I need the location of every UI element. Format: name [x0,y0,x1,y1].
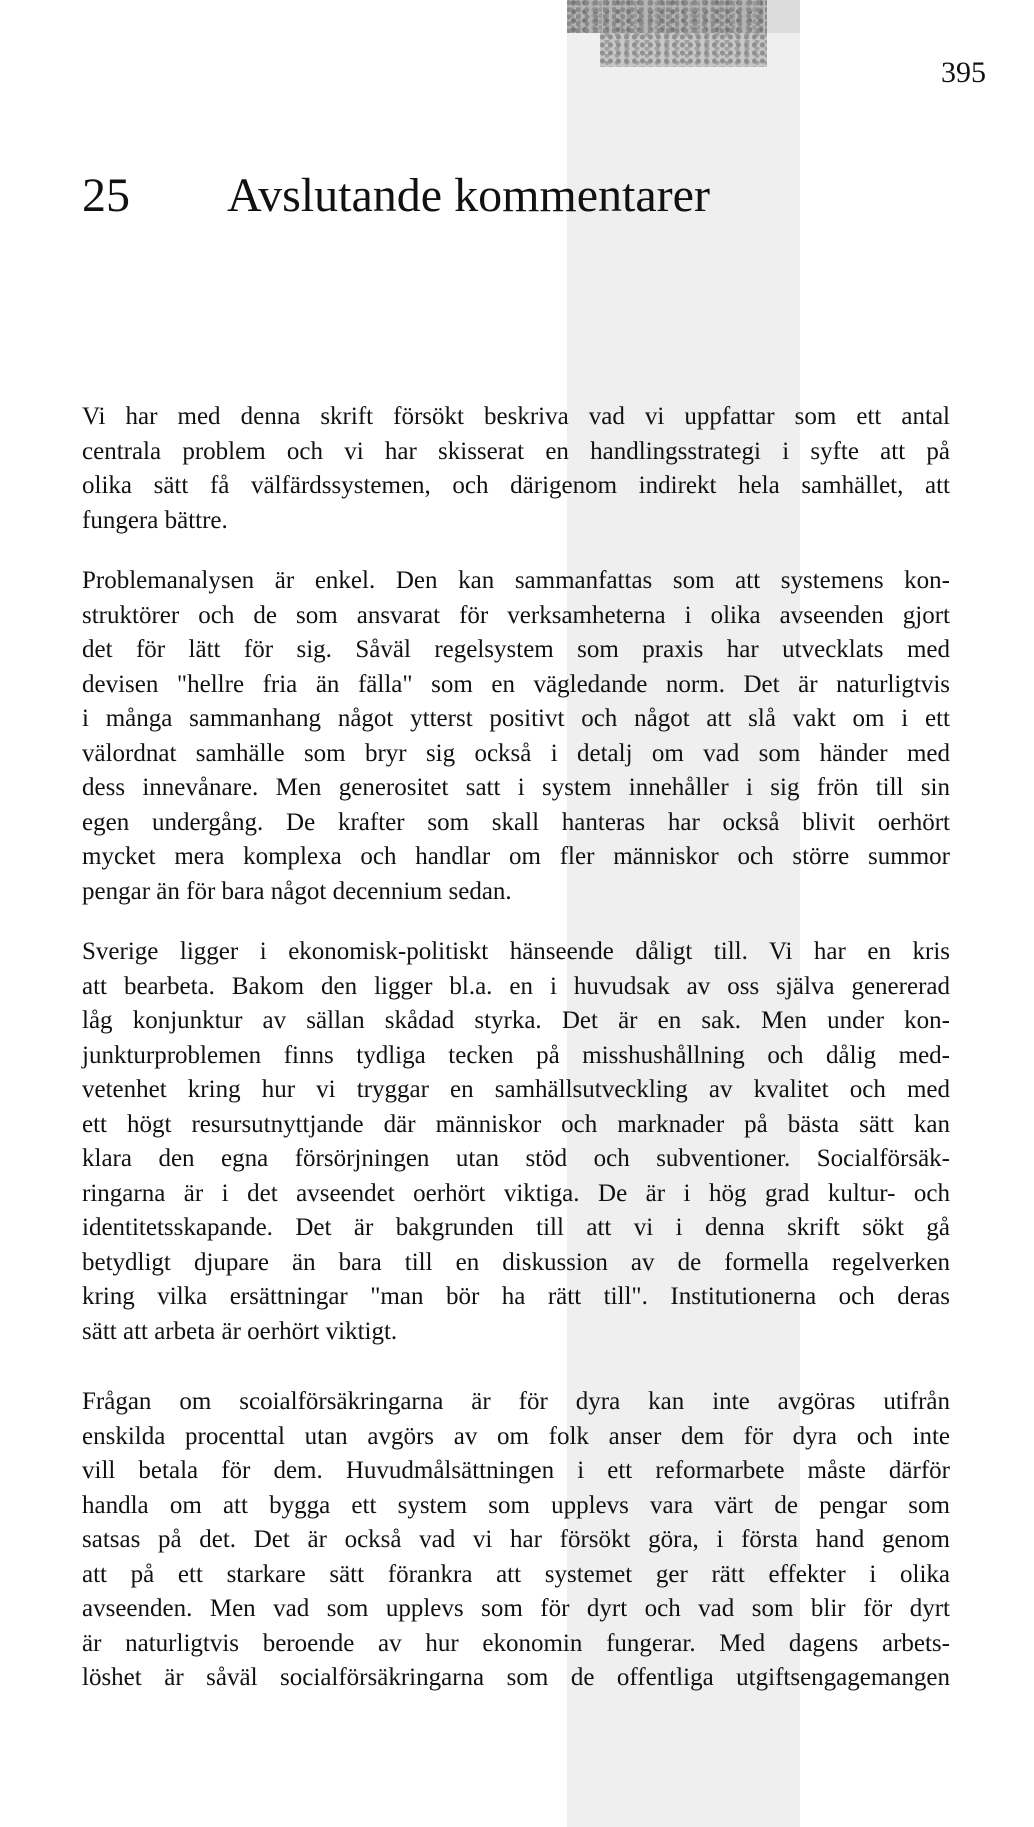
text-line: olika sätt få välfärdssystemen, och därigenom indirekt hela samhället, att [82,472,950,499]
paragraph [82,400,950,538]
body-text [82,400,950,1722]
chapter-heading [82,168,710,224]
text-line: centrala problem och vi har skisserat en handlingsstrategi i syfte att på [82,437,950,465]
text-line: det för lätt för sig. Såväl regelsystem som praxis har utvecklats med [82,636,950,663]
text-line: devisen "hellre fria än fälla" som en vägledande norm. Det är naturligtvis [82,670,950,698]
scan-speckle-artifact [600,33,767,67]
text-line: är naturligtvis beroende av hur ekonomin fungerar. Med dagens arbets- [82,1629,950,1657]
text-line: att på ett starkare sätt förankra att systemet ger rätt effekter i olika [82,1560,950,1588]
text-line: kring vilka ersättningar "man bör ha rätt till". Institutionerna och deras [82,1283,950,1310]
page-number: 395 [941,56,986,89]
text-line: i många sammanhang något ytterst positivt och något att slå vakt om i ett [82,705,950,732]
scan-speckle-artifact [767,0,800,33]
text-line: ringarna är i det avseendet oerhört viktiga. De är i hög grad kultur- och [82,1179,950,1207]
paragraph [82,564,950,909]
text-line: Sverige ligger i ekonomisk-politiskt hänseende dåligt till. Vi har en kris [82,938,950,965]
text-line: avseenden. Men vad som upplevs som för dyrt och vad som blir för dyrt [82,1595,950,1622]
paragraph [82,935,950,1349]
text-line: pengar än för bara något decennium sedan. [82,877,512,905]
chapter-number: 25 [82,169,130,222]
text-line: handla om att bygga ett system som upplevs vara värt de pengar som [82,1491,950,1519]
text-line: låg konjunktur av sällan skådad styrka. Det är en sak. Men under kon- [82,1007,950,1034]
text-line: klara den egna försörjningen utan stöd och subventioner. Socialförsäk- [82,1145,950,1172]
text-line: dess innevånare. Men generositet satt i system innehåller i sig frön till sin [82,774,950,801]
text-line: satsas på det. Det är också vad vi har försökt göra, i första hand genom [82,1526,950,1553]
text-line: mycket mera komplexa och handlar om fler människor och större summor [82,843,950,870]
text-line: välordnat samhälle som bryr sig också i detalj om vad som händer med [82,739,950,767]
text-line: betydligt djupare än bara till en diskussion av de formella regelverken [82,1248,950,1276]
text-line: egen undergång. De krafter som skall hanteras har också blivit oerhört [82,808,950,836]
text-line: löshet är såväl socialförsäkringarna som de offentliga utgiftsengagemangen [82,1664,950,1691]
text-line: Vi har med denna skrift försökt beskriva vad vi uppfattar som ett antal [82,403,950,430]
text-line: att bearbeta. Bakom den ligger bl.a. en i huvudsak av oss själva genererad [82,972,950,1000]
text-line: sätt att arbeta är oerhört viktigt. [82,1317,398,1345]
chapter-title: Avslutande kommentarer [227,169,710,222]
text-line: enskilda procenttal utan avgörs av om folk anser dem för dyra och inte [82,1422,950,1450]
text-line: fungera bättre. [82,506,228,534]
paragraph [82,1385,950,1696]
text-line: vill betala för dem. Huvudmålsättningen i ett reformarbete måste därför [82,1457,950,1484]
text-line: Problemanalysen är enkel. Den kan sammanfattas som att systemens kon- [82,567,950,594]
text-line: struktörer och de som ansvarat för verksamheterna i olika avseenden gjort [82,601,950,629]
text-line: Frågan om scoialförsäkringarna är för dyra kan inte avgöras utifrån [82,1388,950,1415]
text-line: identitetsskapande. Det är bakgrunden till att vi i denna skrift sökt gå [82,1214,950,1241]
text-line: ett högt resursutnyttjande där människor och marknader på bästa sätt kan [82,1110,950,1138]
text-line: junkturproblemen finns tydliga tecken på misshushållning och dålig med- [82,1041,950,1069]
scan-speckle-artifact [567,0,767,33]
text-line: vetenhet kring hur vi tryggar en samhällsutveckling av kvalitet och med [82,1076,950,1103]
